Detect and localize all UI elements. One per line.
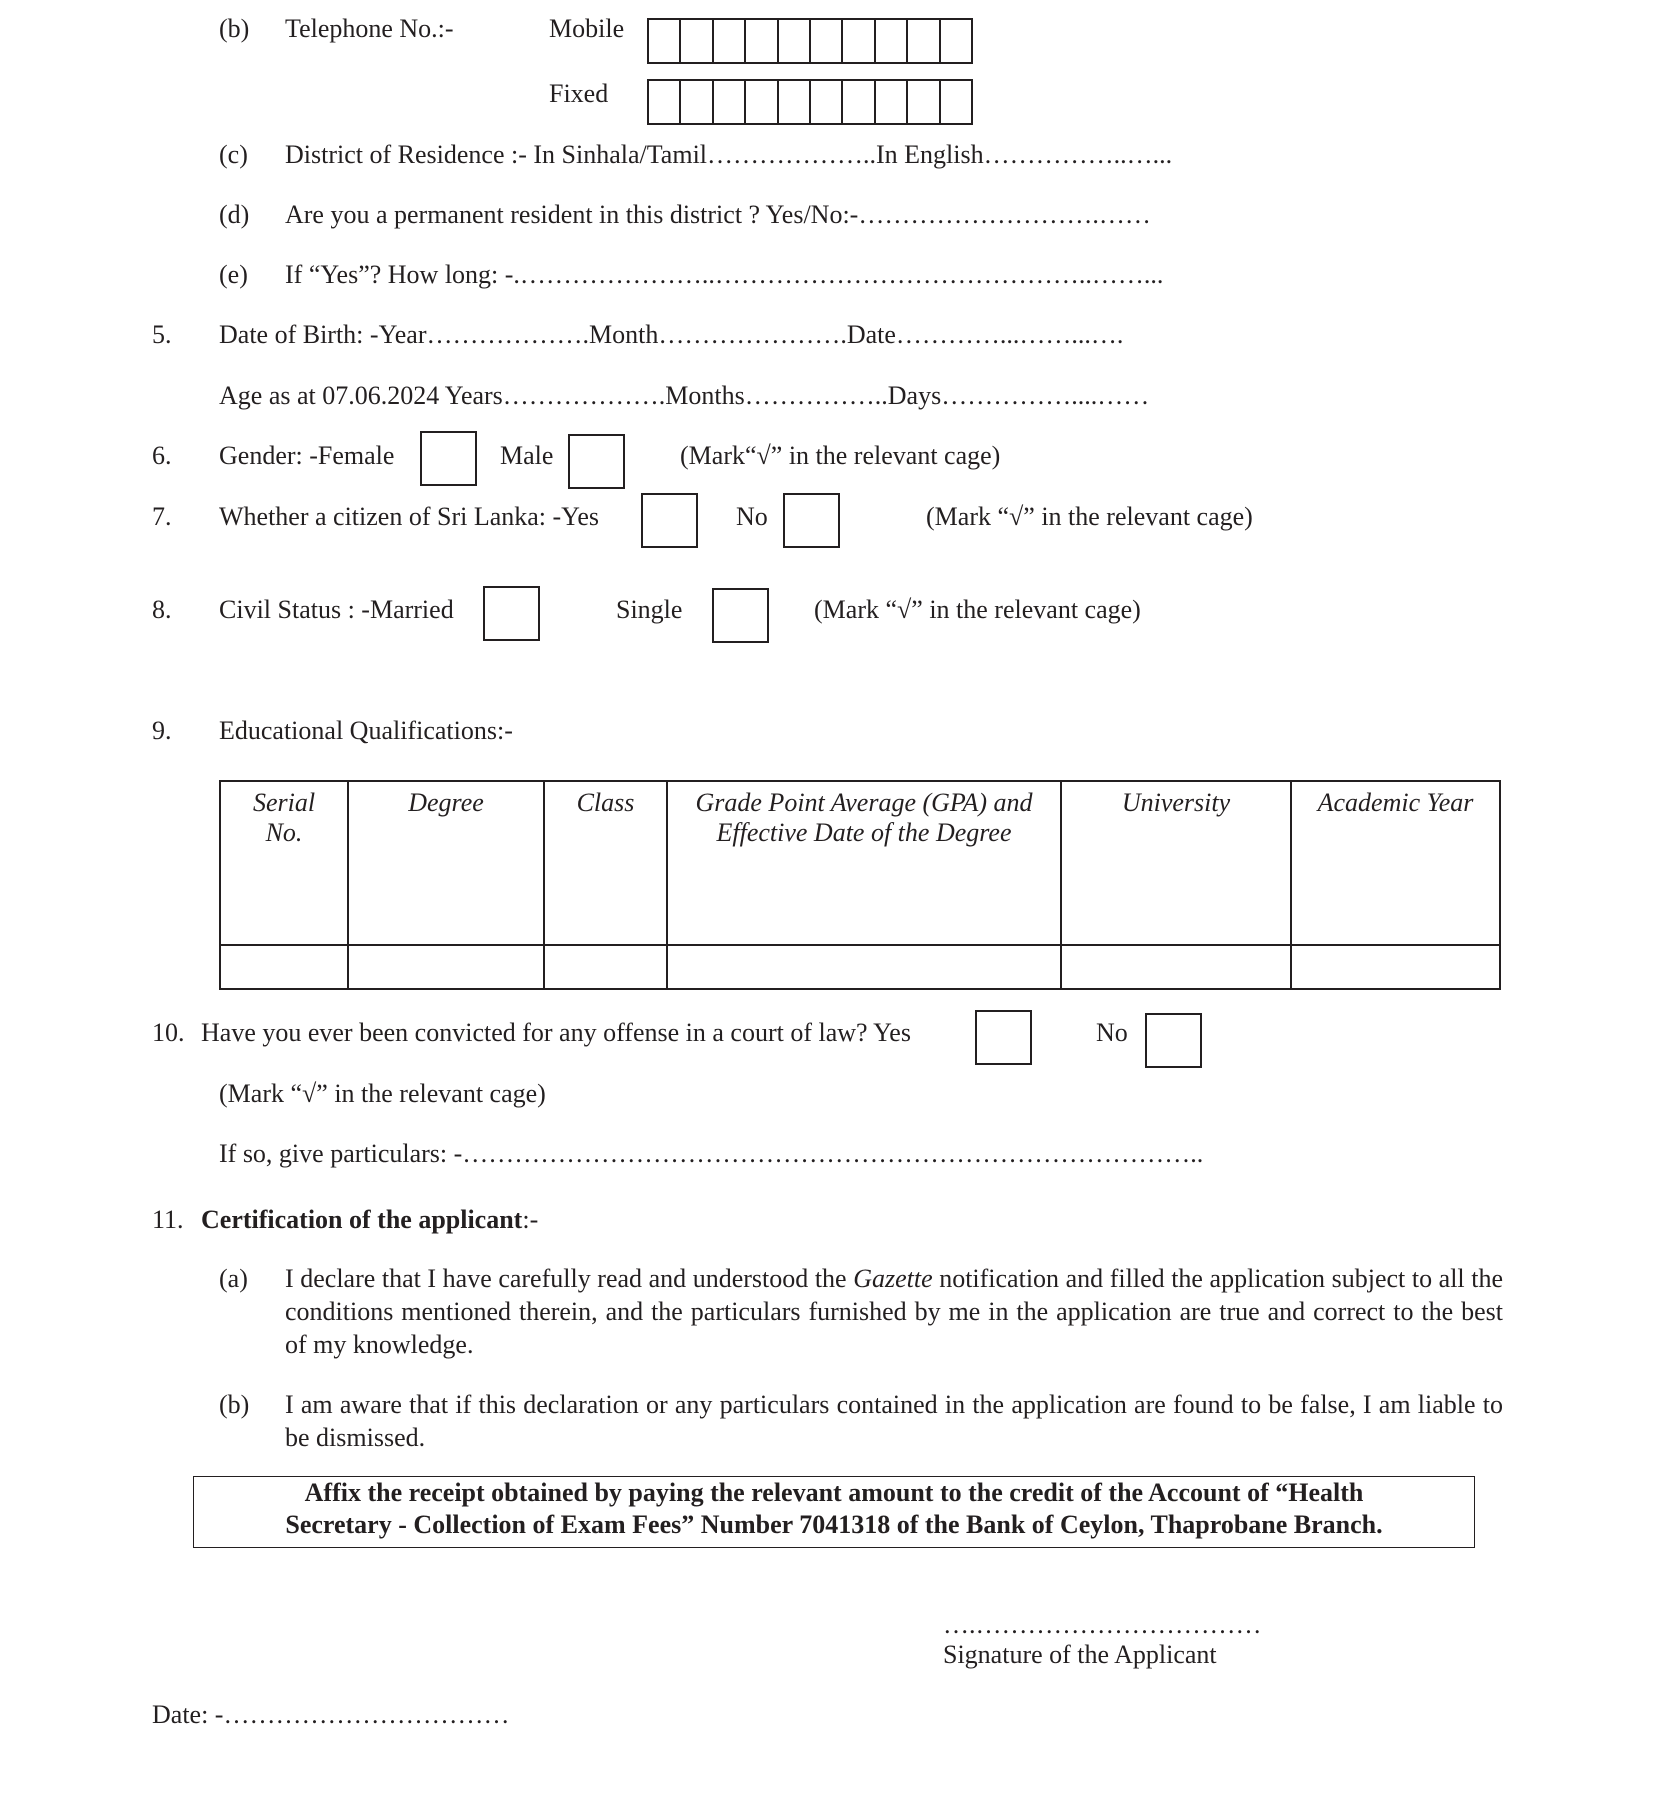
telephone-label: Telephone No.:- <box>285 14 454 43</box>
digit-cell[interactable] <box>746 20 778 62</box>
civil-note: (Mark “√” in the relevant cage) <box>814 595 1141 624</box>
conviction-yes-checkbox[interactable] <box>975 1010 1032 1065</box>
fixed-number-boxes[interactable] <box>647 79 973 125</box>
receipt-box <box>193 1476 1475 1548</box>
digit-cell[interactable] <box>908 81 940 123</box>
how-long-marker: (e) <box>219 260 248 289</box>
gender-number: 6. <box>152 441 172 470</box>
date-field[interactable]: Date: -…………………………… <box>152 1700 510 1729</box>
receipt-line-2: Secretary - Collection of Exam Fees” Number 7041318 of the Bank of Ceylon, Thaprobane Branch. <box>285 1510 1383 1539</box>
mobile-number-boxes[interactable] <box>647 18 973 64</box>
certification-number: 11. <box>152 1205 184 1234</box>
education-table-header <box>220 781 1500 945</box>
mobile-label: Mobile <box>549 14 625 43</box>
single-label: Single <box>616 595 683 624</box>
digit-cell[interactable] <box>843 81 875 123</box>
district-marker: (c) <box>219 140 248 169</box>
digit-cell[interactable] <box>649 20 681 62</box>
digit-cell[interactable] <box>908 20 940 62</box>
district-field[interactable]: District of Residence :- In Sinhala/Tamil………………..In English……………..…... <box>285 140 1173 169</box>
citizen-yes-checkbox[interactable] <box>641 493 698 548</box>
how-long-field[interactable]: If “Yes”? How long: -.…………………..……………………………………..……... <box>285 260 1164 289</box>
digit-cell[interactable] <box>876 20 908 62</box>
citizen-no-checkbox[interactable] <box>783 493 840 548</box>
digit-cell[interactable] <box>681 20 713 62</box>
col-academic-year: Academic Year <box>1291 781 1500 945</box>
digit-cell[interactable] <box>714 81 746 123</box>
table-cell[interactable] <box>544 945 667 989</box>
conviction-note: (Mark “√” in the relevant cage) <box>219 1079 546 1108</box>
age-field[interactable]: Age as at 07.06.2024 Years……………….Months……………..Days……………....…… <box>219 381 1150 410</box>
col-gpa: Grade Point Average (GPA) and Effective Date of the Degree <box>667 781 1061 945</box>
table-cell[interactable] <box>1061 945 1291 989</box>
single-checkbox[interactable] <box>712 588 769 643</box>
col-serial-no: Serial No. <box>220 781 348 945</box>
digit-cell[interactable] <box>941 81 971 123</box>
col-university: University <box>1061 781 1291 945</box>
col-degree: Degree <box>348 781 544 945</box>
digit-cell[interactable] <box>714 20 746 62</box>
digit-cell[interactable] <box>876 81 908 123</box>
permanent-resident-field[interactable]: Are you a permanent resident in this district ? Yes/No:-……………………….…… <box>285 200 1151 229</box>
education-number: 9. <box>152 716 172 745</box>
col-class: Class <box>544 781 667 945</box>
digit-cell[interactable] <box>649 81 681 123</box>
digit-cell[interactable] <box>681 81 713 123</box>
table-cell[interactable] <box>667 945 1061 989</box>
digit-cell[interactable] <box>811 20 843 62</box>
gender-label: Gender: -Female <box>219 441 395 470</box>
date-of-birth-field[interactable]: Date of Birth: -Year……………….Month………………….Date…………...……...…. <box>219 320 1124 349</box>
citizen-number: 7. <box>152 502 172 531</box>
declaration-b: I am aware that if this declaration or any particulars contained in the application are found to be false, I am liable to be dismissed. <box>285 1390 1503 1452</box>
citizen-note: (Mark “√” in the relevant cage) <box>926 502 1253 531</box>
citizen-no-label: No <box>736 502 768 531</box>
table-cell[interactable] <box>220 945 348 989</box>
civil-number: 8. <box>152 595 172 624</box>
married-checkbox[interactable] <box>483 586 540 641</box>
digit-cell[interactable] <box>779 81 811 123</box>
cert-a-marker: (a) <box>219 1264 248 1293</box>
permanent-marker: (d) <box>219 200 250 229</box>
conviction-question: Have you ever been convicted for any offense in a court of law? Yes <box>201 1018 911 1047</box>
digit-cell[interactable] <box>811 81 843 123</box>
particulars-field[interactable]: If so, give particulars: -………………………………………………………………………….. <box>219 1139 1204 1168</box>
citizen-label: Whether a citizen of Sri Lanka: -Yes <box>219 502 600 531</box>
signature-label: Signature of the Applicant <box>943 1640 1217 1669</box>
education-table <box>219 780 1501 990</box>
cert-b-marker: (b) <box>219 1390 250 1419</box>
table-cell[interactable] <box>348 945 544 989</box>
digit-cell[interactable] <box>746 81 778 123</box>
female-checkbox[interactable] <box>420 431 477 486</box>
conviction-number: 10. <box>152 1018 185 1047</box>
education-label: Educational Qualifications:- <box>219 716 513 745</box>
gender-note: (Mark“√” in the relevant cage) <box>680 441 1001 470</box>
telephone-marker: (b) <box>219 14 250 43</box>
table-cell[interactable] <box>1291 945 1500 989</box>
conviction-no-checkbox[interactable] <box>1145 1013 1202 1068</box>
signature-line[interactable]: ….…………………………… <box>943 1610 1262 1639</box>
digit-cell[interactable] <box>779 20 811 62</box>
dob-number: 5. <box>152 320 172 349</box>
table-row <box>220 945 1500 989</box>
male-label: Male <box>500 441 554 470</box>
fixed-label: Fixed <box>549 79 609 108</box>
digit-cell[interactable] <box>941 20 971 62</box>
declaration-a: I declare that I have carefully read and understood the Gazette notification and filled the application subject to all the conditions mentioned therein, and the particulars furnished by me in the application are true and correct to the best of my knowledge. <box>285 1264 1503 1359</box>
certification-title: Certification of the applicant:- <box>201 1205 539 1234</box>
receipt-line-1: Affix the receipt obtained by paying the relevant amount to the credit of the Account of “Health <box>304 1478 1364 1507</box>
conviction-no-label: No <box>1096 1018 1128 1047</box>
civil-status-label: Civil Status : -Married <box>219 595 454 624</box>
digit-cell[interactable] <box>843 20 875 62</box>
male-checkbox[interactable] <box>568 434 625 489</box>
